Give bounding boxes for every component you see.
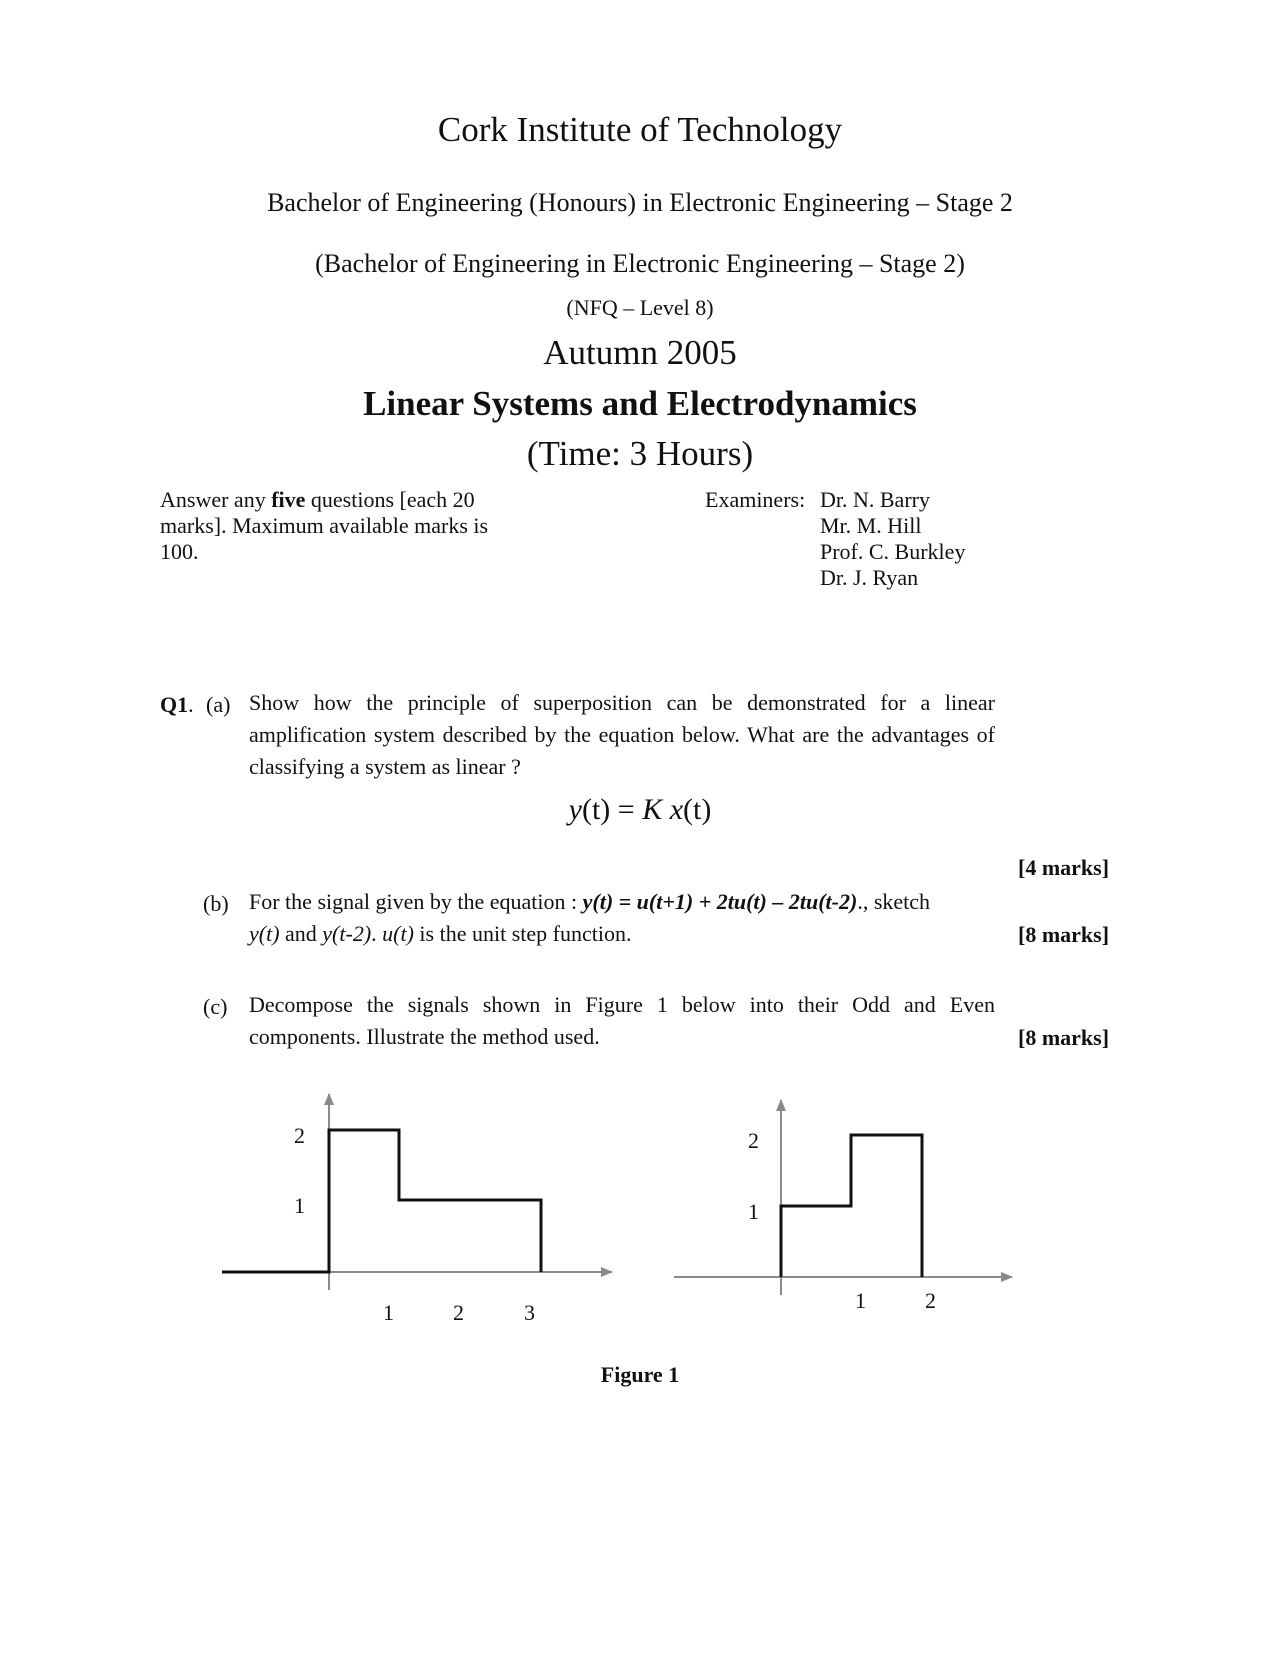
- eq-x: x: [662, 793, 684, 826]
- part-a-text: Show how the principle of superposition can be demonstrated for a linear amplification system described by the equation below. What are the advantages of classifying a system as linear ?: [249, 690, 995, 779]
- part-c-letter: (c): [203, 994, 228, 1019]
- right-y-tick-2: 2: [748, 1128, 759, 1153]
- part-b-y-t: y(t): [249, 921, 280, 946]
- left-y-tick-1: 1: [294, 1193, 305, 1218]
- part-b-marks: [8 marks]: [1018, 922, 1110, 947]
- right-y-tick-1: 1: [748, 1199, 759, 1224]
- examiner-name: Dr. N. Barry: [820, 487, 930, 512]
- part-b-text-2: ., sketch: [857, 889, 931, 914]
- programme-title: Bachelor of Engineering (Honours) in Electronic Engineering – Stage 2: [267, 188, 1013, 217]
- programme-alt-title: (Bachelor of Engineering in Electronic Engineering – Stage 2): [315, 249, 965, 278]
- figure-caption: Figure 1: [600, 1362, 680, 1387]
- question-number: Q1: [160, 692, 189, 717]
- part-a-letter: (a): [206, 692, 231, 717]
- left-y-tick-2: 2: [294, 1123, 305, 1148]
- instructions-after: questions [each 20 marks]. Maximum available marks is 100.: [160, 487, 489, 564]
- instructions-before: Answer any: [160, 487, 272, 512]
- part-b-y-t2: y(t-2): [322, 921, 372, 946]
- eq-k: K: [642, 793, 663, 826]
- part-b-u-t: u(t): [382, 921, 414, 946]
- right-x-tick-1: 1: [855, 1288, 866, 1313]
- examiner-name: Mr. M. Hill: [820, 513, 922, 538]
- examiner-name: Prof. C. Burkley: [820, 539, 966, 564]
- part-b-text-3: is the unit step function.: [413, 921, 632, 946]
- examiner-name: Dr. J. Ryan: [820, 565, 919, 590]
- left-x-tick-1: 1: [383, 1300, 394, 1325]
- exam-duration: (Time: 3 Hours): [526, 434, 754, 473]
- question-label-suffix: .: [188, 692, 194, 717]
- right-x-tick-2: 2: [925, 1288, 936, 1313]
- part-b-equation: y(t) = u(t+1) + 2tu(t) – 2tu(t-2): [582, 889, 858, 914]
- eq-lhs-arg: (t): [581, 793, 611, 826]
- right-signal-trace: [781, 1135, 922, 1277]
- figure-1-right-graph: [674, 1100, 1012, 1313]
- eq-x-arg: (t): [683, 793, 712, 826]
- figure-1-left-graph: [222, 1094, 612, 1325]
- part-c-text: Decompose the signals shown in Figure 1 below into their Odd and Even components. Illustrate the method used.: [249, 992, 995, 1049]
- part-b-text-1: For the signal given by the equation :: [249, 889, 583, 914]
- part-b-letter: (b): [203, 891, 229, 916]
- examiners-label: Examiners:: [705, 487, 806, 512]
- institution-title: Cork Institute of Technology: [437, 110, 843, 149]
- module-title: Linear Systems and Electrodynamics: [363, 384, 917, 423]
- part-a-marks: [4 marks]: [1018, 855, 1110, 880]
- left-signal-trace: [222, 1130, 541, 1272]
- exam-session: Autumn 2005: [543, 333, 737, 372]
- instructions-emphasis: five: [271, 487, 306, 512]
- part-b-dot: .: [371, 921, 383, 946]
- nfq-level: (NFQ – Level 8): [566, 295, 714, 320]
- left-x-tick-3: 3: [524, 1300, 535, 1325]
- part-b-and: and: [279, 921, 323, 946]
- eq-equals: =: [610, 793, 643, 826]
- left-x-tick-2: 2: [453, 1300, 464, 1325]
- part-c-marks: [8 marks]: [1018, 1025, 1110, 1050]
- eq-lhs: y: [568, 793, 582, 826]
